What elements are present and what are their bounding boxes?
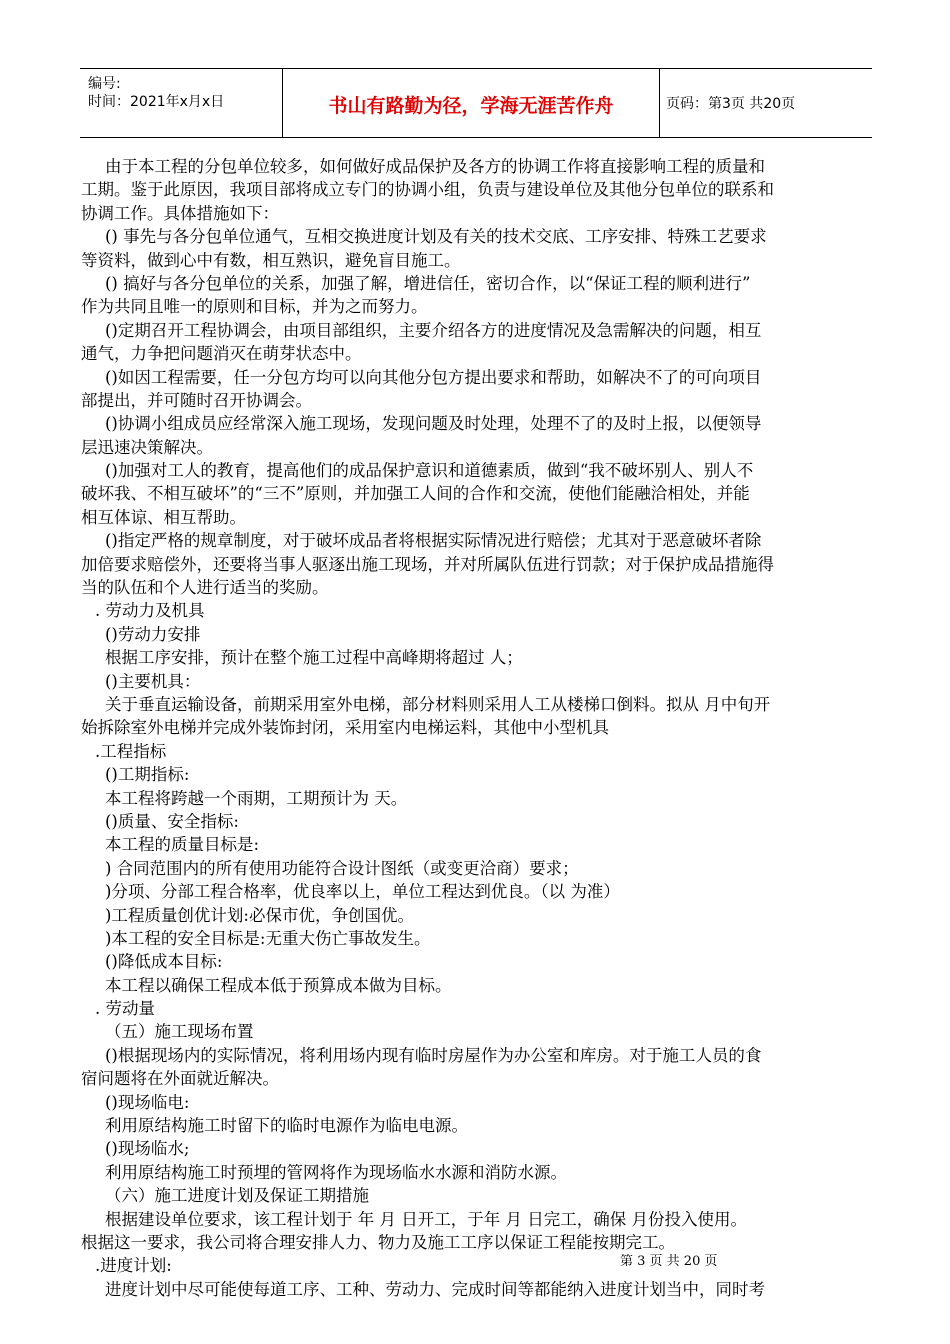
paragraph-line: 根据这一要求，我公司将合理安排人力、物力及施工工序以保证工程能按期完工。 [81,1232,675,1252]
paragraph-line: 协调工作。具体措施如下： [81,203,279,223]
section-heading: . 劳动力及机具 [95,601,205,621]
paragraph-line: 由于本工程的分包单位较多，如何做好成品保护及各方的协调工作将直接影响工程的质量和 [105,157,765,176]
paragraph-line: 本工程将跨越一个雨期，工期预计为 天。 [105,788,408,808]
paragraph-line: 根据建设单位要求，该工程计划于 年 月 日开工，于年 月 日完工，确保 月份投入使用。 [105,1209,747,1229]
paragraph-line: 始拆除室外电梯并完成外装饰封闭，采用室内电梯运料，其他中小型机具 [81,718,609,738]
page-header [80,68,872,138]
paragraph-line: ()指定严格的规章制度，对于破坏成品者将根据实际情况进行赔偿；尤其对于恶意破坏者除 [105,531,762,551]
paragraph-line: 相互体谅、相互帮助。 [81,507,246,527]
motto-text: 书山有路勤为径，学海无涯苦作舟 [328,95,614,117]
paragraph-line: 当的队伍和个人进行适当的奖励。 [81,578,329,598]
paragraph-line: ()劳动力安排 [105,624,201,644]
page-footer: 第 3 页 共 20 页 [620,1254,718,1269]
paragraph-line: 破坏我、不相互破坏”的“三不”原则，并加强工人间的合作和交流，使他们能融洽相处，并能 [81,484,750,504]
paragraph-line: ()主要机具： [105,671,201,691]
paragraph-line: ()质量、安全指标: [105,811,239,831]
paragraph-line: ()现场临电: [105,1092,190,1112]
paragraph-line: 关于垂直运输设备，前期采用室外电梯，部分材料则采用人工从楼梯口倒料。拟从 月中旬开 [105,694,771,714]
page-code: 页码：第3页 共20页 [666,96,796,112]
paragraph-line: 本工程以确保工程成本低于预算成本做为目标。 [105,975,452,995]
paragraph-line: ()如因工程需要，任一分包方均可以向其他分包方提出要求和帮助，如解决不了的可向项目 [105,367,762,387]
paragraph-line: 层迅速决策解决。 [81,437,213,457]
section-heading: . 劳动量 [95,999,155,1019]
paragraph-line: ()降低成本目标: [105,952,223,972]
paragraph-line: 通气，力争把问题消灭在萌芽状态中。 [81,344,362,364]
paragraph-line: )分项、分部工程合格率，优良率以上，单位工程达到优良。（以 为准） [105,882,620,902]
paragraph-line: 等资料，做到心中有数，相互熟识，避免盲目施工。 [81,250,461,270]
section-heading: .进度计划: [95,1256,172,1276]
paragraph-line: 利用原结构施工时留下的临时电源作为临电电源。 [105,1116,468,1136]
paragraph-line: 工期。鉴于此原因，我项目部将成立专门的协调小组，负责与建设单位及其他分包单位的联系和 [81,180,774,200]
paragraph-line: ()工期指标: [105,765,190,785]
section-heading: （五）施工现场布置 [105,1022,254,1042]
time-label: 时间：2021年x月x日 [88,94,225,110]
paragraph-line: 部提出，并可随时召开协调会。 [81,390,312,410]
paragraph-line: () 搞好与各分包单位的关系，加强了解，增进信任，密切合作，以“保证工程的顺利进行” [105,273,751,293]
paragraph-line: 加倍要求赔偿外，还要将当事人驱逐出施工现场，并对所属队伍进行罚款；对于保护成品措施得 [81,554,774,574]
paragraph-line: )工程质量创优计划:必保市优，争创国优。 [105,905,414,925]
paragraph-line: ()定期召开工程协调会，由项目部组织，主要介绍各方的进度情况及急需解决的问题，相互 [105,320,762,340]
header-page-cell [660,69,872,137]
paragraph-line: ()现场临水; [105,1139,190,1159]
paragraph-line: ()协调小组成员应经常深入施工现场，发现问题及时处理，处理不了的及时上报，以便领导 [105,414,762,434]
section-heading: .工程指标 [95,741,167,761]
paragraph-line: 进度计划中尽可能使每道工序、工种、劳动力、完成时间等都能纳入进度计划当中，同时考 [105,1279,765,1299]
number-label: 编号: [88,76,121,92]
document-body [81,155,885,1301]
paragraph-line: 根据工序安排，预计在整个施工过程中高峰期将超过 人； [105,648,523,668]
paragraph-line: 本工程的质量目标是: [105,835,260,855]
paragraph-line: () 事先与各分包单位通气，互相交换进度计划及有关的技术交底、工序安排、特殊工艺要求 [105,227,767,247]
paragraph-line: ) 合同范围内的所有使用功能符合设计图纸（或变更洽商）要求； [105,858,579,878]
paragraph-line: ()根据现场内的实际情况，将利用场内现有临时房屋作为办公室和库房。对于施工人员的食 [105,1045,762,1065]
header-info-cell [80,69,283,137]
paragraph-line: )本工程的安全目标是:无重大伤亡事故发生。 [105,928,431,948]
paragraph-line: ()加强对工人的教育，提高他们的成品保护意识和道德素质，做到“我不破坏别人、别人不 [105,461,754,481]
header-motto-cell [283,69,660,137]
section-heading: （六）施工进度计划及保证工期措施 [105,1186,369,1206]
paragraph-line: 作为共同且唯一的原则和目标，并为之而努力。 [81,297,428,317]
paragraph-line: 利用原结构施工时预埋的管网将作为现场临水水源和消防水源。 [105,1162,567,1182]
paragraph-line: 宿问题将在外面就近解决。 [81,1069,279,1089]
